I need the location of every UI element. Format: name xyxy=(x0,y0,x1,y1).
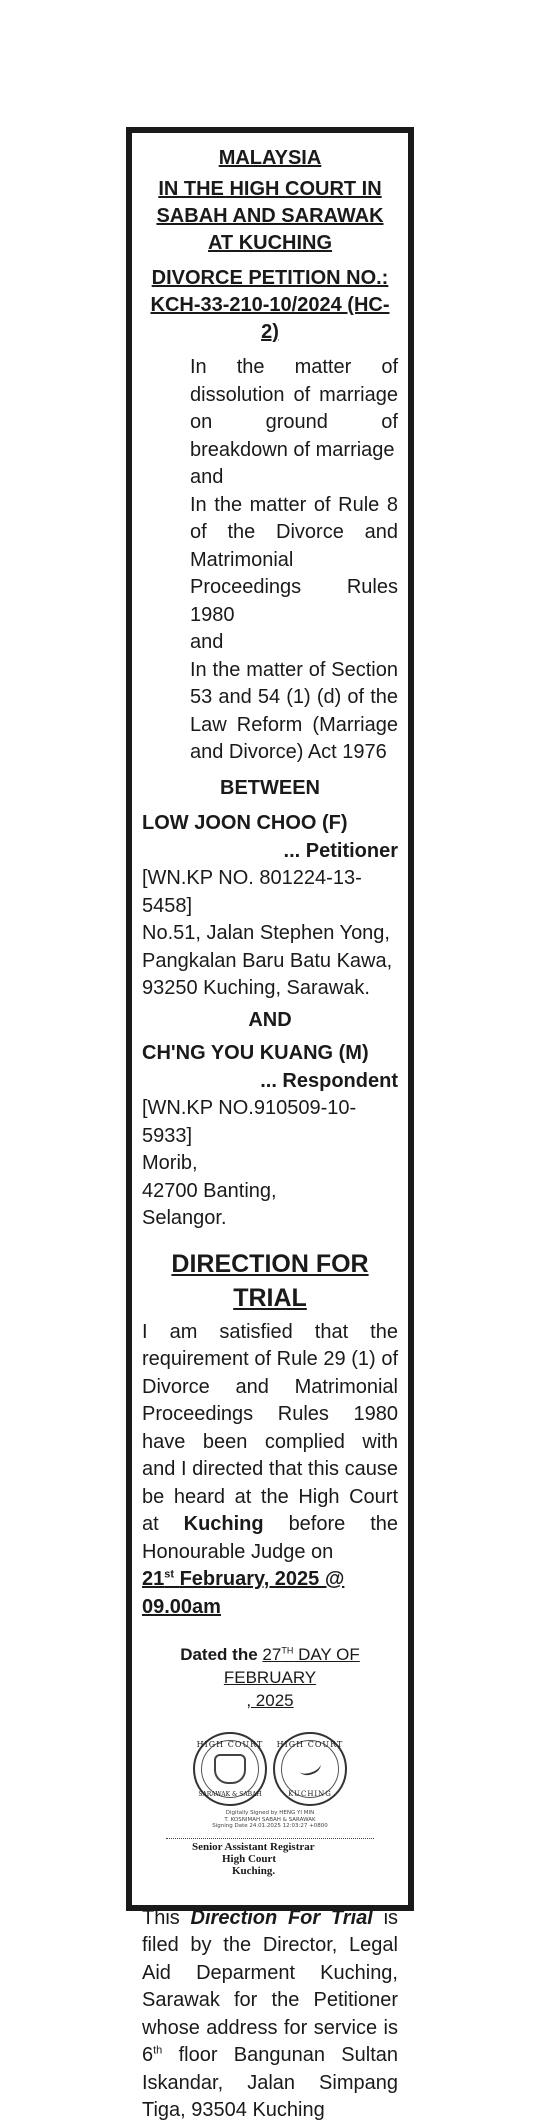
direction-paragraph xyxy=(142,1319,398,1567)
registrar-title: Senior Assistant Registrar xyxy=(192,1840,315,1853)
between-label: BETWEEN xyxy=(220,776,320,799)
coat-of-arms-icon xyxy=(214,1754,246,1784)
direction-text-2: before the Honourable Judge on xyxy=(142,1513,399,1563)
footer-text-2: floor Bangunan Sultan Iskandar, Jalan Simpang Tiga, 93504 Kuching xyxy=(142,2044,398,2121)
digital-signature-line-3: Signing Date 24.01.2025 12:03:27 +0800 xyxy=(212,1823,328,1829)
dated-year: , 2025 xyxy=(246,1691,294,1710)
matter-and-2: and xyxy=(190,631,224,653)
respondent-role: ... Respondent xyxy=(260,1069,398,1092)
direction-text: I am satisfied that the requirement of Rule 29 (1) of Divorce and Matrimonial Proceedings Rules 1980 have been complied with and I directed that this cause be heard at the High Court at xyxy=(142,1320,398,1535)
digital-signature-line-2: T. KOSNIMAH SABAH & SARAWAK xyxy=(224,1816,316,1823)
dated-rest: DAY OF FEBRUARY xyxy=(223,1645,360,1687)
registrar-place: Kuching. xyxy=(232,1864,276,1877)
trial-date-sup: st xyxy=(164,1568,175,1581)
respondent-name: CH'NG YOU KUANG (M) xyxy=(142,1042,369,1064)
respondent-address-line: 42700 Banting, xyxy=(142,1179,277,1202)
signature-dotted-line xyxy=(166,1838,374,1839)
petitioner-address-line: 93250 Kuching, Sarawak. xyxy=(142,977,370,999)
dated-day-sup: TH xyxy=(281,1645,294,1656)
matter-3: In the matter of Section 53 and 54 (1) (d) of the Law Reform (Marriage and Divorce) Act 1976 xyxy=(190,658,398,763)
respondent-id: [WN.KP NO.910509-10-5933] xyxy=(142,1097,357,1147)
direction-place: Kuching xyxy=(183,1513,264,1535)
dated-day: 27 xyxy=(262,1645,282,1664)
petitioner-address-line: No.51, Jalan Stephen Yong, xyxy=(142,922,390,944)
registrar-court: High Court xyxy=(222,1852,277,1865)
seal-left-top-text: HIGH COURT xyxy=(196,1740,264,1749)
matter-2: In the matter of Rule 8 of the Divorce and Matrimonial Proceedings Rules 1980 xyxy=(190,493,398,626)
petitioner-address-line: Pangkalan Baru Batu Kawa, xyxy=(142,949,393,972)
high-court-sarawak-seal xyxy=(193,1732,267,1806)
seal-right-bottom-text: KUCHING xyxy=(288,1790,332,1798)
high-court-kuching-seal xyxy=(273,1732,347,1806)
signature-icon xyxy=(297,1757,322,1778)
respondent-address-line: Selangor. xyxy=(142,1207,227,1229)
and-label: AND xyxy=(248,1008,292,1031)
court-seals xyxy=(142,1732,398,1806)
trial-date-day: 21 xyxy=(142,1568,165,1590)
petitioner-name: LOW JOON CHOO (F) xyxy=(142,812,348,834)
dated-line xyxy=(142,1643,398,1689)
footer-paragraph xyxy=(142,1905,398,2125)
respondent-address-line: Morib, xyxy=(142,1152,198,1174)
direction-title: DIRECTION FOR TRIAL xyxy=(171,1249,369,1312)
court-line-2: SABAH AND SARAWAK xyxy=(156,205,384,227)
petition-label: DIVORCE PETITION NO.: xyxy=(151,267,389,289)
matter-and-1: and xyxy=(190,466,224,488)
seal-left-bottom-text: SARAWAK & SABAH xyxy=(198,1791,262,1798)
notice-content xyxy=(132,133,408,2125)
notice-frame xyxy=(126,127,414,2121)
petitioner-id: [WN.KP NO. 801224-13-5458] xyxy=(142,867,362,917)
seal-right-top-text: HIGH COURT xyxy=(276,1740,344,1749)
court-line-1: IN THE HIGH COURT IN xyxy=(158,178,382,200)
trial-date-rest: February, 2025 @ 09.00am xyxy=(142,1568,345,1618)
country-heading: MALAYSIA xyxy=(218,147,322,169)
footer-pre: This xyxy=(142,1906,180,1929)
digital-signature-line-1: Digitally Signed by HENG YI MIN xyxy=(225,1810,315,1816)
petition-number: KCH-33-210-10/2024 (HC-2) xyxy=(150,294,390,343)
footer-text: is filed by the Director, Legal Aid Deparment Kuching, Sarawak for the Petitioner whose address for service is 6 xyxy=(142,1906,399,2066)
footer-emphasis: Direction For Trial xyxy=(190,1906,373,1929)
dated-prefix: Dated the xyxy=(180,1645,258,1664)
matter-1: In the matter of dissolution of marriage on ground of breakdown of marriage xyxy=(190,356,398,461)
court-line-3: AT KUCHING xyxy=(207,232,333,254)
trial-date xyxy=(142,1566,398,1621)
petitioner-role: ... Petitioner xyxy=(283,839,398,862)
footer-sup: th xyxy=(153,2044,163,2057)
